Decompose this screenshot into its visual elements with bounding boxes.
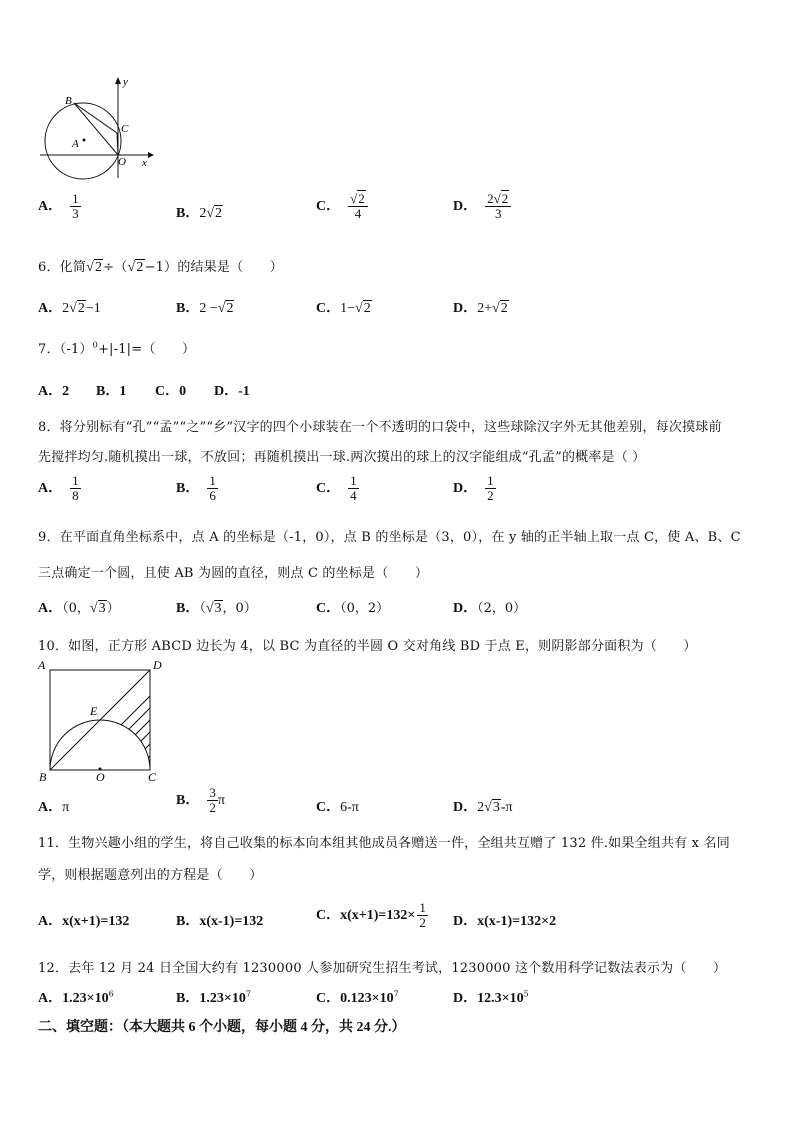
q8-stem-line1: 8．将分别标有“孔”“孟”“之”“乡”汉字的四个小球装在一个不透明的口袋中，这些球除汉字外无其他差别，每次摸球前 [38, 420, 722, 435]
q8-option-d: D． $\frac{1}{2}$ [453, 473, 494, 503]
label-E: E [90, 704, 98, 718]
q12-option-a: A．$1.23\times 10^6$ [38, 989, 114, 1006]
label-C: C [148, 770, 157, 784]
q11-option-b: B．x(x-1)=132 [176, 914, 264, 929]
q7-option-b: B．1 [96, 384, 127, 399]
q7-option-d: D．-1 [214, 384, 250, 399]
q7-option-c: C．0 [155, 384, 187, 399]
label-A: A [72, 138, 79, 150]
label-x: x [142, 157, 147, 169]
q6-option-a: A．2√2−1 [38, 301, 101, 316]
q10-option-b: B． $\frac{3}{2}$ π [176, 785, 225, 815]
q7-option-a: A．2 [38, 384, 70, 399]
q9-stem-line1: 9．在平面直角坐标系中，点 A 的坐标是（-1，0），点 B 的坐标是（3，0），在 y 轴的正半轴上取一点 C，使 A、B、C [38, 530, 741, 545]
square-semicircle-figure [36, 657, 172, 785]
q7-stem: 7．$(-1)^0+|-1|=$（ ） [38, 340, 196, 357]
q11-option-a: A．x(x+1)=132 [38, 914, 130, 929]
label-B: B [65, 95, 72, 107]
q8-stem-line2: 先搅拌均匀.随机摸出一球，不放回；再随机摸出一球.两次摸出的球上的汉字能组成“孔孟”的概率是（ ） [38, 450, 646, 465]
q9-stem-line2: 三点确定一个圆，且使 AB 为圆的直径，则点 C 的坐标是（ ） [38, 566, 429, 581]
q11-option-d: D．x(x-1)=132×2 [453, 914, 557, 929]
q6-option-c: C．1−√2 [316, 301, 371, 316]
q5-option-a: A． $\frac{1}{3}$ [38, 191, 79, 221]
q10-stem: 10．如图，正方形 ABCD 边长为 4，以 BC 为直径的半圆 O 交对角线 BD 于点 E，则阴影部分面积为（ ） [38, 639, 697, 654]
circle-axes-figure [38, 74, 156, 180]
q9-option-b: B．（√3，0） [176, 601, 257, 616]
q5-option-c: C． $\frac{√2}{4}$ [316, 192, 368, 221]
q9-option-c: C．（0，2） [316, 601, 390, 616]
q11-stem-line2: 学，则根据题意列出的方程是（ ） [38, 868, 263, 883]
q9-option-a: A．（0，√3） [38, 601, 120, 616]
q5-option-d: D． $\frac{2√2}{3}$ [453, 192, 511, 221]
q8-option-a: A． $\frac{1}{8}$ [38, 473, 79, 503]
q10-option-c: C．6-π [316, 800, 359, 815]
label-O: O [118, 156, 126, 168]
label-A: A [38, 658, 46, 672]
label-y: y [123, 76, 128, 88]
label-B: B [39, 770, 47, 784]
q12-option-c: C．$0.123\times 10^7$ [316, 989, 399, 1006]
q9-option-d: D．（2，0） [453, 601, 527, 616]
q11-option-c: C．x(x+1)=132× $\frac{1}{2}$ [316, 900, 426, 930]
q10-option-d: D．2√3-π [453, 800, 513, 815]
label-O: O [96, 770, 105, 784]
q6-option-d: D．2+√2 [453, 301, 508, 316]
q10-option-a: A．π [38, 800, 70, 815]
q12-option-b: B．$1.23\times 10^7$ [176, 989, 251, 1006]
q6-option-b: B．2 −√2 [176, 301, 234, 316]
label-C: C [121, 123, 129, 135]
q6-stem: 6．化简√2÷（√2−1）的结果是（ ） [38, 260, 283, 275]
q12-stem: 12．去年 12 月 24 日全国大约有 1230000 人参加研究生招生考试，1230000 这个数用科学记数法表示为（ ） [38, 961, 727, 976]
q12-option-d: D．$12.3\times 10^5$ [453, 989, 529, 1006]
q8-option-c: C． $\frac{1}{4}$ [316, 473, 357, 503]
section-heading-fill-in: 二、填空题：（本大题共 6 个小题，每小题 4 分，共 24 分.） [38, 1020, 406, 1035]
q5-option-b: B．2√2 [176, 206, 223, 221]
q11-stem-line1: 11．生物兴趣小组的学生，将自己收集的标本向本组其他成员各赠送一件，全组共互赠了 132 件.如果全组共有 x 名同 [38, 836, 730, 851]
q8-option-b: B． $\frac{1}{6}$ [176, 473, 216, 503]
label-D: D [153, 658, 162, 672]
